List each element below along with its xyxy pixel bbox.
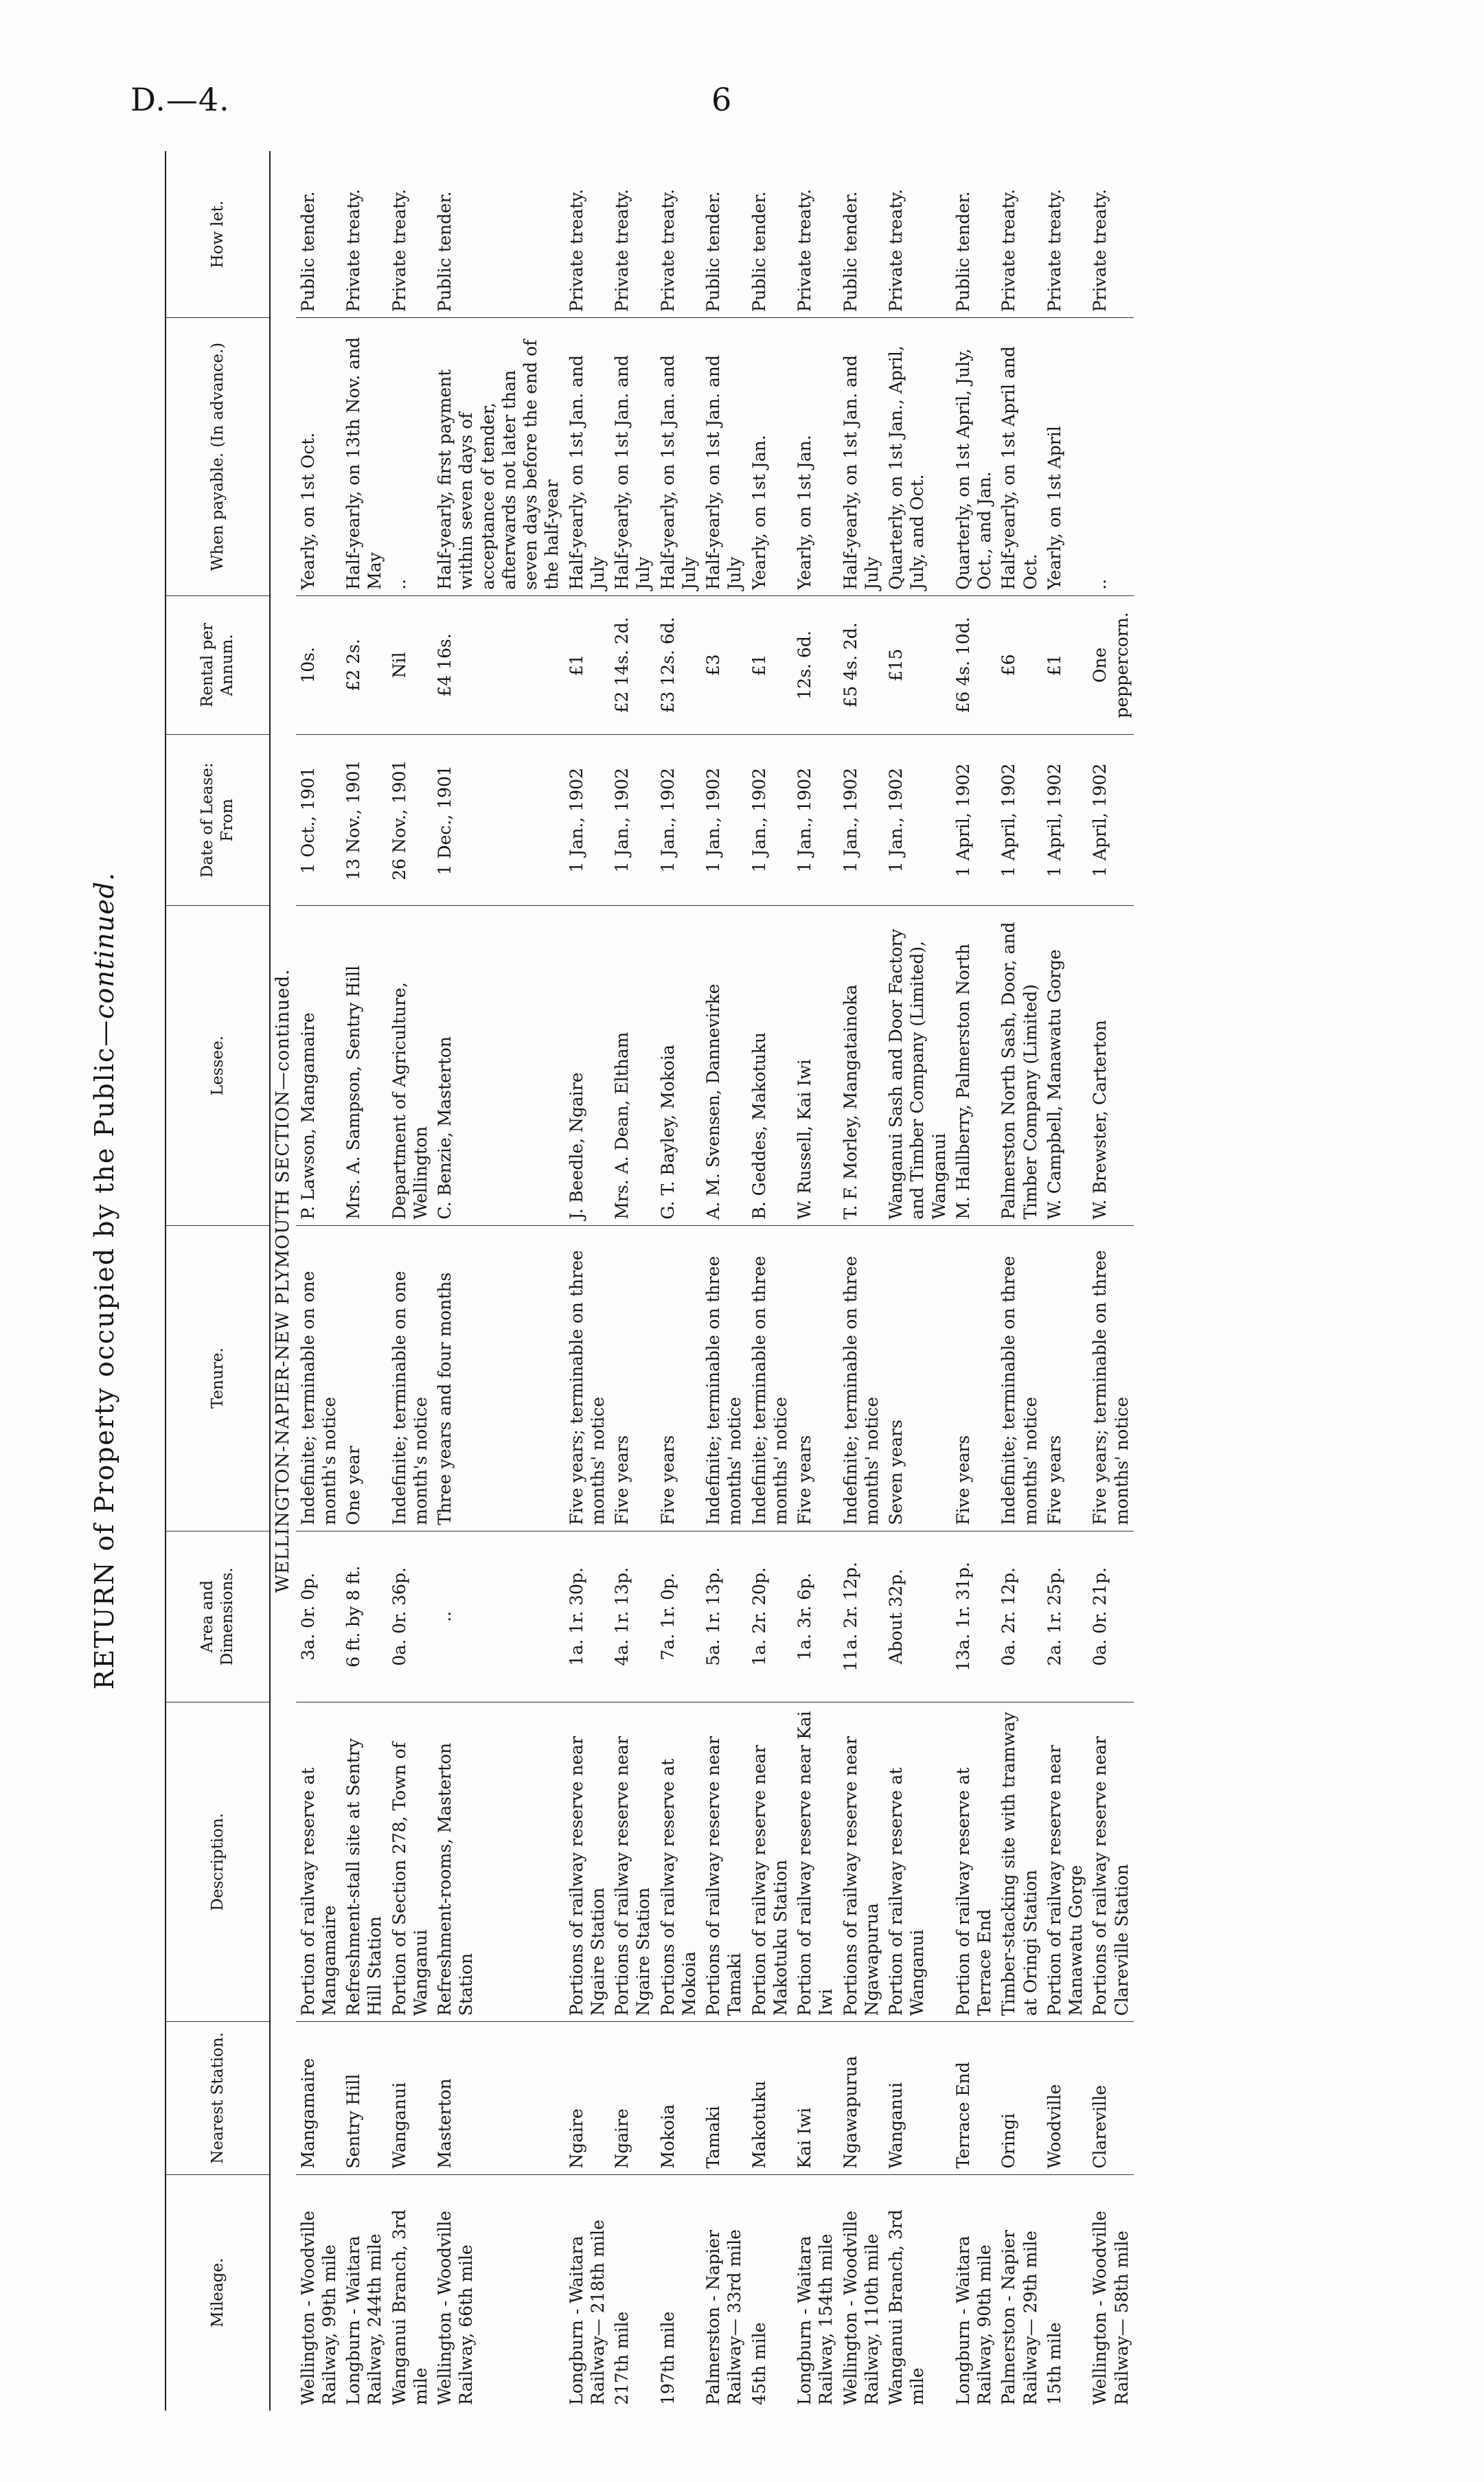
cell-station: Oringi [996, 2022, 1042, 2174]
cell-lessee: C. Benzie, Masterton [433, 906, 564, 1225]
cell-tenure: Five years; terminable on three months' notice [564, 1225, 610, 1531]
table-row [341, 151, 387, 2411]
cell-area: 0a. 2r. 12p. [996, 1531, 1042, 1702]
cell-station: Tamaki [701, 2022, 747, 2174]
table-row [387, 151, 433, 2411]
col-station: Nearest Station. [165, 2022, 270, 2174]
cell-mileage: Wellington - Woodville Railway, 99th mile [297, 2210, 339, 2405]
cell-date: 1 Jan., 1902 [747, 735, 793, 906]
page-number: 6 [711, 81, 732, 118]
col-payable: When payable. (In advance.) [165, 318, 270, 596]
cell-tenure: Five years [610, 1225, 656, 1531]
cell-description: Portion of railway reserve at Terrace End [951, 1703, 997, 2022]
cell-how: Public tender. [747, 151, 793, 318]
cell-tenure: Seven years [884, 1225, 951, 1531]
col-how: How let. [165, 151, 270, 318]
cell-description: Timber-stacking site with tramway at Oringi Station [996, 1703, 1042, 2022]
table-row [656, 151, 702, 2411]
cell-area: 6 ft. by 8 ft. [341, 1531, 387, 1702]
cell-date: 1 Jan., 1902 [838, 735, 884, 906]
header-row [165, 151, 270, 2411]
cell-rental: £5 4s. 2d. [838, 595, 884, 734]
cell-payable: Half-yearly, on 1st April and Oct. [996, 318, 1042, 596]
cell-date: 1 April, 1902 [951, 735, 997, 906]
cell-lessee: Mrs. A. Dean, Eltham [610, 906, 656, 1225]
cell-date: 1 April, 1902 [1088, 735, 1134, 906]
cell-lessee: Palmerston North Sash, Door, and Timber Company (Limited) [996, 906, 1042, 1225]
cell-station: Masterton [433, 2022, 564, 2174]
cell-area: 13a. 1r. 31p. [951, 1531, 997, 1702]
col-mileage: Mileage. [165, 2174, 270, 2411]
cell-area: 11a. 2r. 12p. [838, 1531, 884, 1702]
cell-mileage: Wanganui Branch, 3rd mile [886, 2209, 928, 2405]
cell-description: Portion of railway reserve at Mangamaire [296, 1703, 342, 2022]
cell-tenure: Five years; terminable on three months' notice [1088, 1225, 1134, 1531]
cell-lessee: A. M. Svensen, Dannevirke [701, 906, 747, 1225]
cell-tenure: Five years [792, 1225, 838, 1531]
table-row [564, 151, 610, 2411]
cell-how: Private treaty. [1088, 151, 1134, 318]
cell-how: Private treaty. [387, 151, 433, 318]
cell-station: Ngawapurua [838, 2022, 884, 2174]
cell-tenure: Indefinite; terminable on three months' notice [747, 1225, 793, 1531]
cell-rental: 12s. 6d. [792, 595, 838, 734]
cell-rental: 10s. [296, 595, 342, 734]
cell-rental: £15 [884, 595, 951, 734]
cell-lessee: W. Campbell, Manawatu Gorge [1042, 906, 1088, 1225]
cell-description: Portions of railway reserve at Mokoia [656, 1703, 702, 2022]
cell-lessee: T. F. Morley, Mangatainoka [838, 906, 884, 1225]
cell-how: Private treaty. [884, 151, 951, 318]
cell-lessee: W. Russell, Kai Iwi [792, 906, 838, 1225]
cell-how: Public tender. [838, 151, 884, 318]
cell-rental: £4 16s. [433, 595, 564, 734]
table-row [1042, 151, 1088, 2411]
table-row [838, 151, 884, 2411]
cell-lessee: M. Hallberry, Palmerston North [951, 906, 997, 1225]
cell-payable: Half-yearly, on 1st Jan. and July [564, 318, 610, 596]
cell-rental: £6 [996, 595, 1042, 734]
cell-how: Private treaty. [564, 151, 610, 318]
cell-mileage: 197th mile [657, 2311, 678, 2405]
table-row [610, 151, 656, 2411]
cell-payable: Yearly, on 1st Oct. [296, 318, 342, 596]
cell-station: Wanganui [884, 2022, 951, 2174]
cell-payable: Yearly, on 1st Jan. [747, 318, 793, 596]
cell-payable: Yearly, on 1st April [1042, 318, 1088, 596]
cell-how: Private treaty. [610, 151, 656, 318]
document-reference: D.—4. [130, 81, 230, 118]
cell-mileage: 45th mile [749, 2322, 769, 2405]
cell-tenure: Indefinite; terminable on one month's notice [296, 1225, 342, 1531]
cell-rental: £3 [701, 595, 747, 734]
cell-description: Portion of railway reserve near Manawatu Gorge [1042, 1703, 1088, 2022]
cell-date: 1 Jan., 1902 [792, 735, 838, 906]
table-row [792, 151, 838, 2411]
cell-rental: £6 4s. 10d. [951, 595, 997, 734]
cell-description: Portion of railway reserve near Kai Iwi [792, 1703, 838, 2022]
cell-description: Portion of railway reserve at Wanganui [884, 1703, 951, 2022]
cell-description: Refreshment-stall site at Sentry Hill Station [341, 1703, 387, 2022]
cell-rental: £1 [747, 595, 793, 734]
cell-payable: .. [1088, 318, 1134, 596]
cell-payable: Half-yearly, on 13th Nov. and May [341, 318, 387, 596]
cell-lessee: Department of Agriculture, Wellington [387, 906, 433, 1225]
cell-rental: £2 2s. [341, 595, 387, 734]
cell-lessee: P. Lawson, Mangamaire [296, 906, 342, 1225]
cell-payable: .. [387, 318, 433, 596]
cell-mileage: Palmerston - Napier Railway— 29th mile [998, 2230, 1040, 2405]
cell-description: Portion of railway reserve near Makotuku Station [747, 1703, 793, 2022]
cell-rental: £1 [1042, 595, 1088, 734]
cell-station: Terrace End [951, 2022, 997, 2174]
title-suffix: continued. [89, 872, 119, 1019]
table-row [884, 151, 951, 2411]
section-heading: WELLINGTON-NAPIER-NEW PLYMOUTH SECTION—continued. [273, 968, 293, 1593]
table-row [747, 151, 793, 2411]
table-body [270, 151, 1134, 2411]
cell-mileage: 15th mile [1044, 2322, 1064, 2405]
col-tenure: Tenure. [165, 1225, 270, 1531]
cell-tenure: Five years [656, 1225, 702, 1531]
cell-station: Ngaire [564, 2022, 610, 2174]
cell-tenure: Indefinite; terminable on three months' notice [996, 1225, 1042, 1531]
cell-area: 1a. 2r. 20p. [747, 1531, 793, 1702]
cell-how: Private treaty. [1042, 151, 1088, 318]
cell-how: Public tender. [701, 151, 747, 318]
cell-station: Mokoia [656, 2022, 702, 2174]
cell-mileage: Wanganui Branch, 3rd mile [389, 2209, 431, 2405]
property-return-table [165, 151, 1134, 2411]
cell-description: Portions of railway reserve near Clareville Station [1088, 1703, 1134, 2022]
cell-date: 1 Jan., 1902 [610, 735, 656, 906]
cell-date: 1 April, 1902 [996, 735, 1042, 906]
cell-payable: Half-yearly, on 1st Jan. and July [701, 318, 747, 596]
cell-date: 1 Jan., 1902 [701, 735, 747, 906]
cell-description: Refreshment-rooms, Masterton Station [433, 1703, 564, 2022]
cell-mileage: Longburn - Waitara Railway, 244th mile [343, 2233, 385, 2405]
cell-how: Private treaty. [996, 151, 1042, 318]
cell-date: 1 Jan., 1902 [884, 735, 951, 906]
cell-tenure: Indefinite; terminable on three months' notice [701, 1225, 747, 1531]
col-date: Date of Lease: From [165, 735, 270, 906]
cell-rental: One peppercorn. [1088, 595, 1134, 734]
cell-mileage: Wellington - Woodville Railway— 58th mile [1090, 2210, 1132, 2405]
cell-date: 1 April, 1902 [1042, 735, 1088, 906]
cell-payable: Half-yearly, on 1st Jan. and July [656, 318, 702, 596]
cell-description: Portions of railway reserve near Ngaire Station [564, 1703, 610, 2022]
cell-tenure: Indefinite; terminable on one month's notice [387, 1225, 433, 1531]
cell-tenure: One year [341, 1225, 387, 1531]
col-description: Description. [165, 1703, 270, 2022]
cell-date: 26 Nov., 1901 [387, 735, 433, 906]
table-row [433, 151, 564, 2411]
cell-lessee: Wanganui Sash and Door Factory and Timber Company (Limited), Wanganui [884, 906, 951, 1225]
cell-how: Public tender. [951, 151, 997, 318]
cell-station: Mangamaire [296, 2022, 342, 2174]
cell-mileage: Wellington - Woodville Railway, 110th mile [840, 2210, 882, 2405]
cell-mileage: Longburn - Waitara Railway— 218th mile [566, 2220, 608, 2405]
cell-mileage: Longburn - Waitara Railway, 90th mile [952, 2235, 994, 2405]
cell-rental: £2 14s. 2d. [610, 595, 656, 734]
cell-lessee: Mrs. A. Sampson, Sentry Hill [341, 906, 387, 1225]
col-area: Area and Dimensions. [165, 1531, 270, 1702]
cell-area: About 32p. [884, 1531, 951, 1702]
cell-tenure: Five years [1042, 1225, 1088, 1531]
cell-area: 1a. 1r. 30p. [564, 1531, 610, 1702]
col-lessee: Lessee. [165, 906, 270, 1225]
cell-lessee: J. Beedle, Ngaire [564, 906, 610, 1225]
cell-date: 13 Nov., 1901 [341, 735, 387, 906]
cell-area: 5a. 1r. 13p. [701, 1531, 747, 1702]
cell-rental: £3 12s. 6d. [656, 595, 702, 734]
cell-area: .. [433, 1531, 564, 1702]
table-row [296, 151, 342, 2411]
cell-payable: Quarterly, on 1st Jan., April, July, and Oct. [884, 318, 951, 596]
cell-mileage: Palmerston - Napier Railway— 33rd mile [703, 2229, 745, 2405]
col-rental: Rental per Annum. [165, 595, 270, 734]
cell-lessee: G. T. Bayley, Mokoia [656, 906, 702, 1225]
cell-area: 3a. 0r. 0p. [296, 1531, 342, 1702]
cell-how: Public tender. [296, 151, 342, 318]
cell-date: 1 Oct., 1901 [296, 735, 342, 906]
cell-payable: Quarterly, on 1st April, July, Oct., and Jan. [951, 318, 997, 596]
cell-how: Public tender. [433, 151, 564, 318]
cell-area: 1a. 3r. 6p. [792, 1531, 838, 1702]
cell-station: Makotuku [747, 2022, 793, 2174]
table-row [996, 151, 1042, 2411]
cell-date: 1 Jan., 1902 [564, 735, 610, 906]
cell-payable: Yearly, on 1st Jan. [792, 318, 838, 596]
cell-description: Portions of railway reserve near Ngawapurua [838, 1703, 884, 2022]
table-row [951, 151, 997, 2411]
cell-station: Woodville [1042, 2022, 1088, 2174]
cell-rental: Nil [387, 595, 433, 734]
cell-tenure: Five years [951, 1225, 997, 1531]
cell-mileage: Longburn - Waitara Railway, 154th mile [795, 2233, 836, 2405]
cell-area: 2a. 1r. 25p. [1042, 1531, 1088, 1702]
cell-station: Ngaire [610, 2022, 656, 2174]
cell-description: Portions of railway reserve near Ngaire Station [610, 1703, 656, 2022]
cell-tenure: Indefinite; terminable on three months' notice [838, 1225, 884, 1531]
cell-description: Portions of railway reserve near Tamaki [701, 1703, 747, 2022]
title-main: RETURN of Property occupied by the Public— [89, 1018, 119, 1690]
cell-area: 7a. 1r. 0p. [656, 1531, 702, 1702]
cell-how: Private treaty. [341, 151, 387, 318]
cell-payable: Half-yearly, first payment within seven days of acceptance of tender, afterwards not later than seven days before the end of the half-year [433, 318, 564, 596]
cell-date: 1 Jan., 1902 [656, 735, 702, 906]
table-row [1088, 151, 1134, 2411]
cell-mileage: Wellington - Woodville Railway, 66th mile [435, 2210, 477, 2405]
section-row [270, 151, 296, 2411]
cell-payable: Half-yearly, on 1st Jan. and July [838, 318, 884, 596]
cell-description: Portion of Section 278, Town of Wanganui [387, 1703, 433, 2022]
cell-lessee: W. Brewster, Carterton [1088, 906, 1134, 1225]
cell-area: 4a. 1r. 13p. [610, 1531, 656, 1702]
cell-station: Sentry Hill [341, 2022, 387, 2174]
cell-station: Wanganui [387, 2022, 433, 2174]
cell-date: 1 Dec., 1901 [433, 735, 564, 906]
cell-area: 0a. 0r. 36p. [387, 1531, 433, 1702]
cell-station: Clareville [1088, 2022, 1134, 2174]
table-title [89, 151, 119, 2411]
cell-lessee: B. Geddes, Makotuku [747, 906, 793, 1225]
cell-how: Private treaty. [656, 151, 702, 318]
table-row [701, 151, 747, 2411]
cell-area: 0a. 0r. 21p. [1088, 1531, 1134, 1702]
cell-mileage: 217th mile [612, 2311, 632, 2405]
cell-payable: Half-yearly, on 1st Jan. and July [610, 318, 656, 596]
cell-how: Private treaty. [792, 151, 838, 318]
cell-station: Kai Iwi [792, 2022, 838, 2174]
cell-tenure: Three years and four months [433, 1225, 564, 1531]
cell-rental: £1 [564, 595, 610, 734]
rotated-table-page [89, 151, 1380, 2411]
